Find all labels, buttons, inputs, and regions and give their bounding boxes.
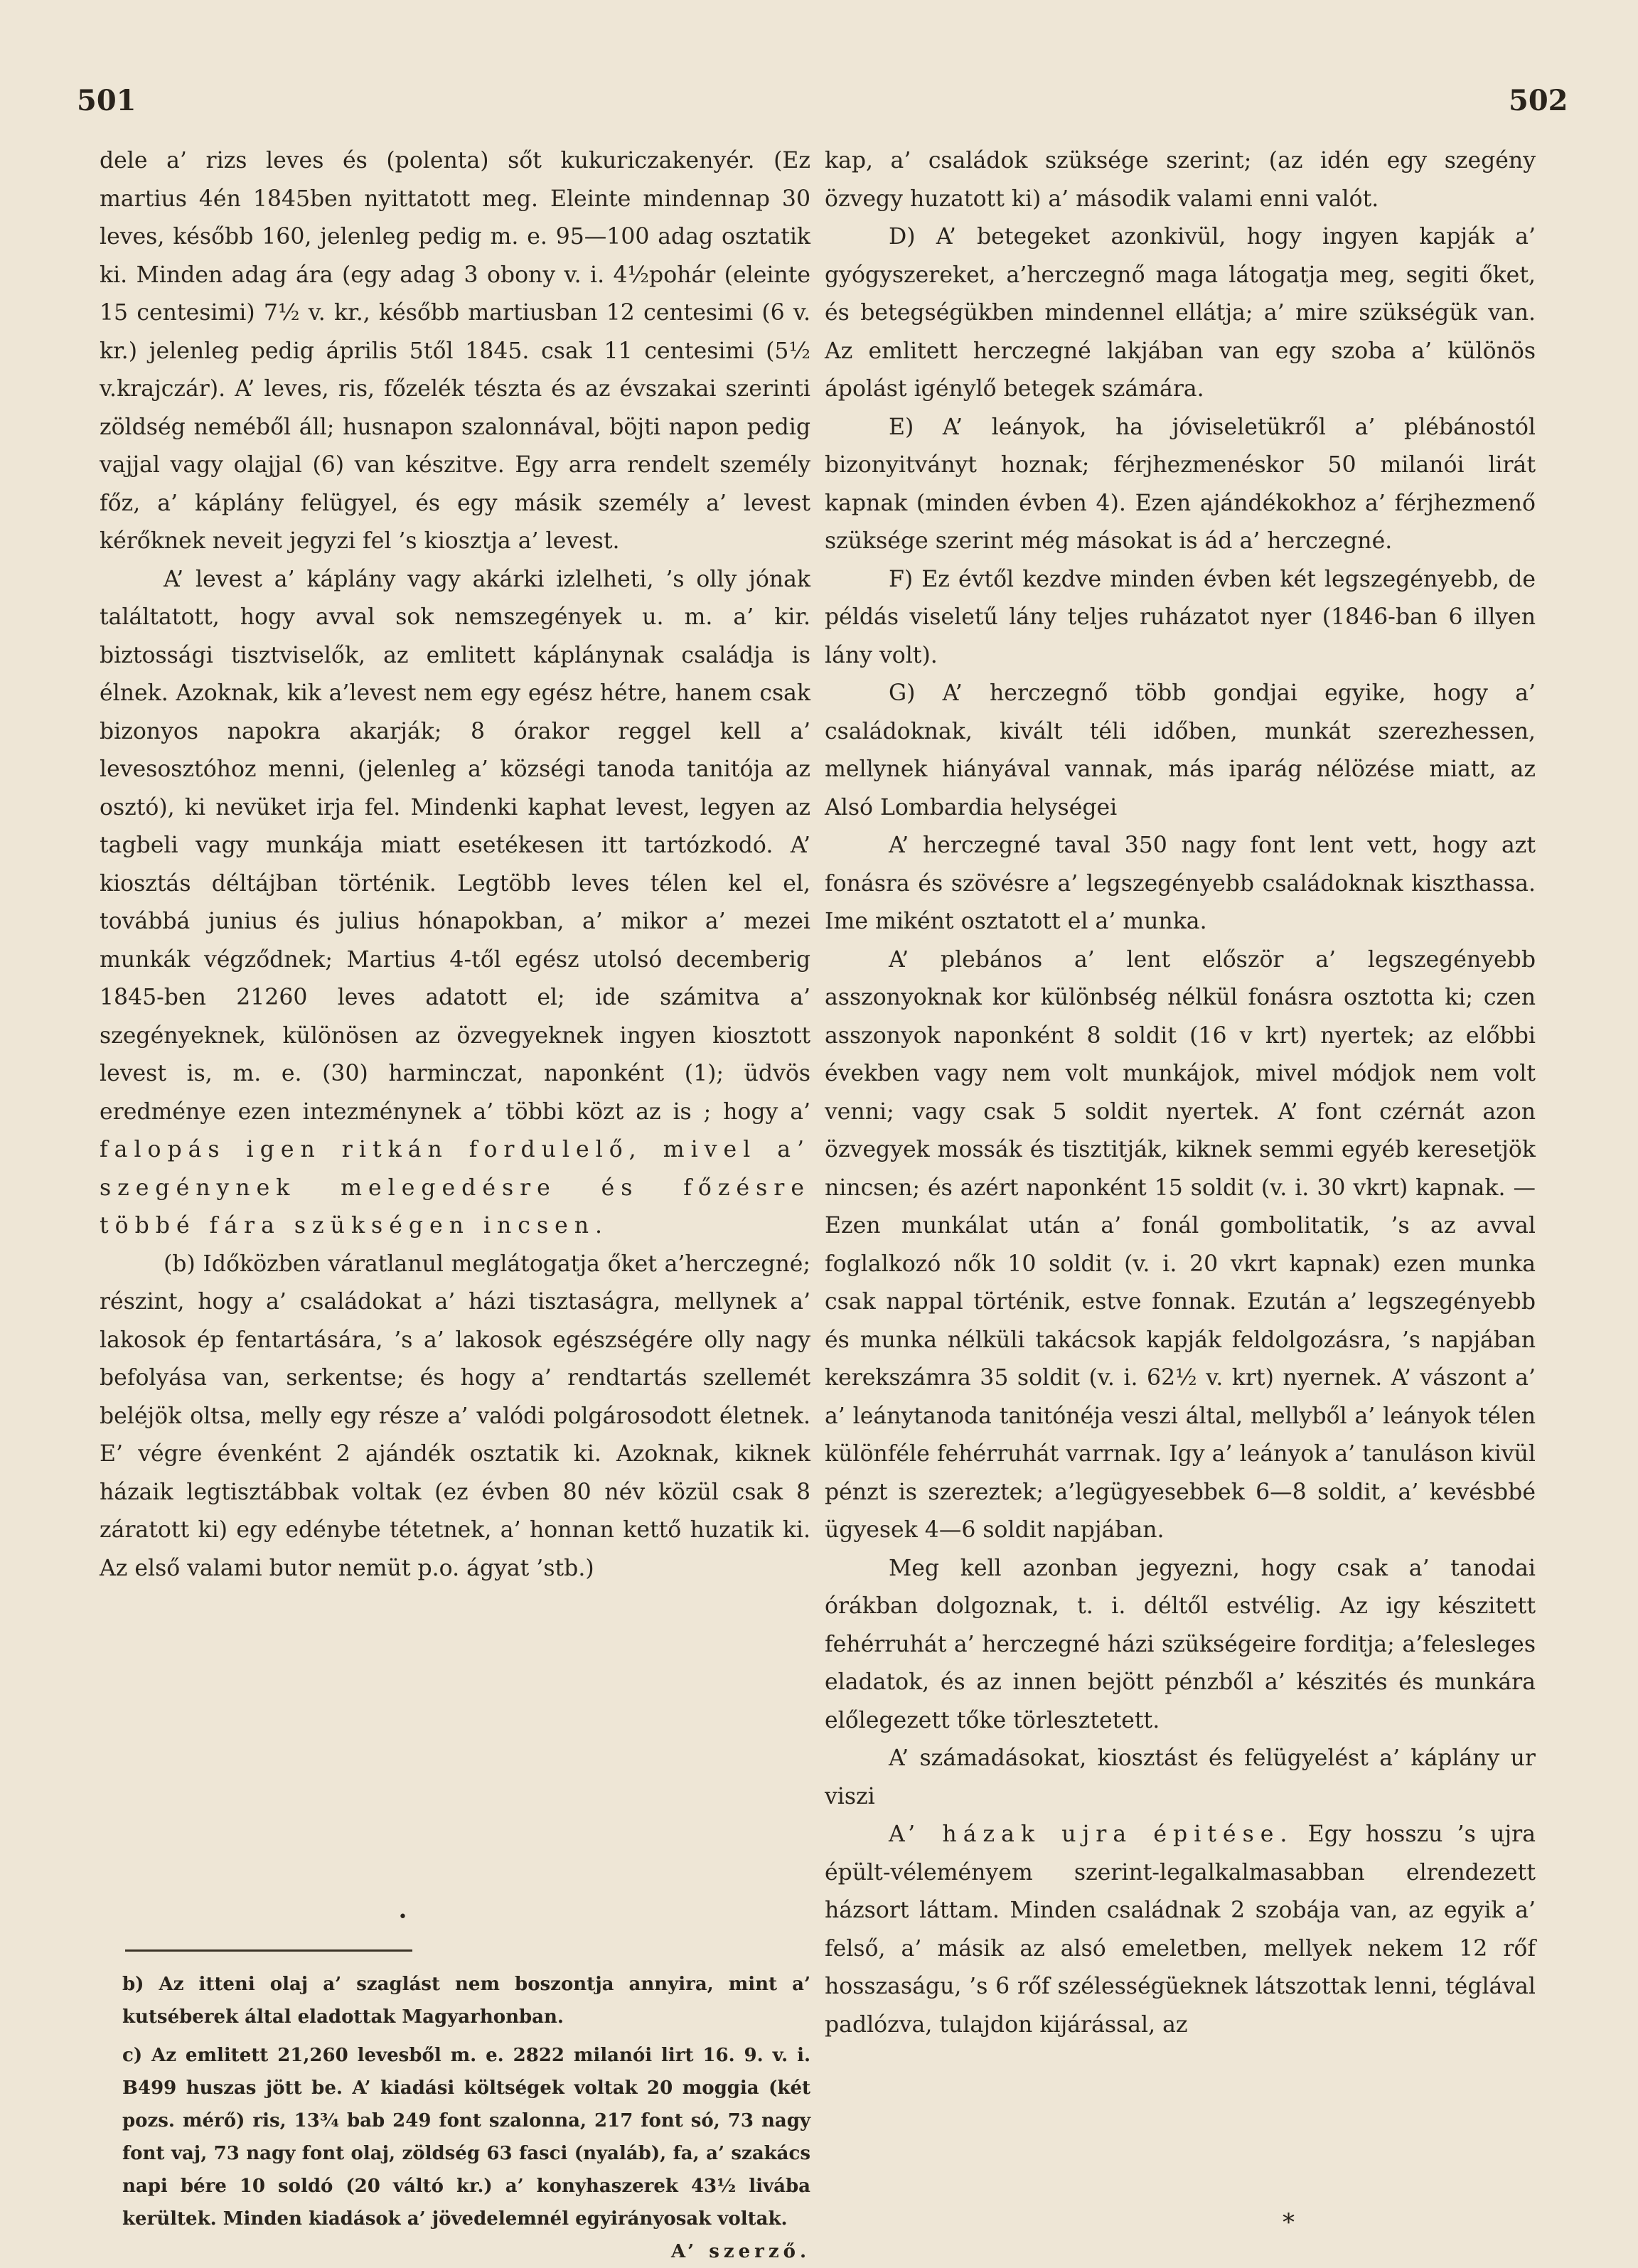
section-heading: A’ házak ujra épitése. (889, 1822, 1294, 1847)
footnote-c (122, 2039, 810, 2262)
paragraph (100, 561, 810, 1246)
paragraph: G) A’ herczegnő több gondjai egyike, hogy a’ családoknak, kivált téli időben, munkát szerezhessen, mellynek hiányával vannak, más iparág nélözése miatt, az Alsó Lombardia helységei (825, 680, 1536, 820)
footnote-b: b) Az itteni olaj a’ szaglást nem boszontja annyira, mint a’ kutséberek által eladottak Magyarhonban. (122, 1974, 810, 2028)
paragraph: E) A’ leányok, ha jóviseletükről a’ plébánostól bizonyitványt hoznak; férjhezmenéskor 50 milanói lirát kapnak (minden évben 4). Ezen ajándékokhoz a’ férjhezmenő szüksége szerint még másokat is ád a’ herczegné. (825, 414, 1536, 554)
page-number-right: 502 (1509, 84, 1568, 117)
paragraph: (b) Időközben váratlanul meglátogatja őket a’herczegné; részint, hogy a’ családokat a’ házi tisztaságra, mellynek a’ lakosok ép fentartására, ’s a’ lakosok egészségére olly nagy befolyása van, serkentse; és hogy a’ rendtartás szellemét beléjök oltsa, melly egy része a’ valódi polgárosodott életnek. E’ végre évenként 2 ajándék osztatik ki. Azoknak, kiknek házaik legtisztábbak voltak (ez évben 80 név közül csak 8 záratott ki) egy edénybe tétetnek, a’ honnan kettő huzatik ki. Az első valami butor nemüt p.o. ágyat ’stb.) (100, 1251, 810, 1581)
paragraph (825, 1816, 1536, 2044)
paragraph-text: Egy hosszu ’s ujra épült-véleményem szerint-legalkalmasabban elrendezett házsort láttam. Minden családnak 2 szobája van, az egyik a’ felső, a’ másik az alsó emeletben, mellyek nekem 12 rőf hosszaságu, ’s 6 rőf szélességüeknek látszottak lenni, téglával padlózva, tulajdon kijárással, az (825, 1822, 1536, 2038)
left-column (100, 142, 810, 1588)
footnote-rule (125, 1949, 412, 1952)
paragraph: A’ plebános a’ lent először a’ legszegényebb asszonyoknak kor különbség nélkül fonásra osztotta ki; czen asszonyok naponként 8 soldit (16 v krt) nyertek; az előbbi években vagy nem volt munkájok, mivel módjok nem volt venni; vagy csak 5 soldit nyertek. A’ font czérnát azon özvegyek mossák és tisztitják, kiknek semmi egyéb keresetjök nincsen; és azért naponként 15 soldit (v. i. 30 vkrt) kapnak. — Ezen munkálat után a’ fonál gombolitatik, ’s az avval foglalkozó nők 10 soldit (v. i. 20 vkrt kapnak) ezen munka csak nappal történik, estve fonnak. Ezután a’ legszegényebb és munka nélküli takácsok kapják feldolgozásra, ’s napjában kerekszámra 35 soldit (v. i. 62½ v. krt) nyernek. A’ vászont a’ a’ leánytanoda tanitónéja veszi által, mellyből a’ leányok télen különféle fehérruhát varrnak. Igy a’ leányok a’ tanuláson kivül pénzt is szereztek; a’legügyesebbek 6—8 soldit, a’ kevésbbé ügyesek 4—6 soldit napjában. (825, 946, 1536, 1543)
footnotes (122, 1968, 810, 2268)
paragraph: D) A’ betegeket azonkivül, hogy ingyen kapják a’ gyógyszereket, a’herczegnő maga látogatja meg, segiti őket, és betegségükben mindennel ellátja; a’ mire szükségük van. Az emlitett herczegné lakjában van egy szoba a’ különös ápolást igénylő betegek számára. (825, 224, 1536, 402)
paragraph: kap, a’ családok szüksége szerint; (az idén egy szegény özvegy huzatott ki) a’ második valami enni valót. (825, 148, 1536, 212)
right-column (825, 142, 1536, 2044)
paragraph: A’ számadásokat, kiosztást és felügyelést a’ káplány ur viszi (825, 1745, 1536, 1809)
paragraph: A’ herczegné taval 350 nagy font lent vett, hogy azt fonásra és szövésre a’ legszegényebb családoknak kiszthassa. Ime miként osztatott el a’ munka. (825, 833, 1536, 934)
paragraph: F) Ez évtől kezdve minden évben két legszegényebb, de példás viseletű lány teljes ruházatot nyer (1846-ban 6 illyen lány volt). (825, 566, 1536, 668)
spaced-emphasis: falopás igen ritkán fordulelő, mivel a’ szegénynek melegedésre és főzésre többé fára szükségen incsen. (100, 1137, 810, 1239)
footnote-dot: • (398, 1908, 407, 1926)
paragraph-text: A’ levest a’ káplány vagy akárki izlelheti, ’s olly jónak találtatott, hogy avval sok nemszegények u. m. a’ kir. biztossági tisztviselők, az emlitett káplánynak családja is élnek. Azoknak, kik a’levest nem egy egész hétre, hanem csak bizonyos napokra akarják; 8 órakor reggel kell a’ levesosztóhoz menni, (jelenleg a’ községi tanoda tanitója az osztó), ki nevüket irja fel. Mindenki kaphat levest, legyen az tagbeli vagy munkája miatt esetékesen itt tartózkodó. A’ kiosztás déltájban történik. Legtöbb leves télen kel el, továbbá junius és julius hónapokban, a’ mikor a’ mezei munkák végződnek; Martius 4-től egész utolsó decemberig 1845-ben 21260 leves adatott el; ide számitva a’ szegényeknek, különösen az özvegyeknek ingyen kiosztott levest is, m. e. (30) harminczat, naponként (1); üdvös eredménye ezen intezménynek a’ többi közt az is ; hogy a’ (100, 566, 810, 1125)
paragraph: dele a’ rizs leves és (polenta) sőt kukuriczakenyér. (Ez martius 4én 1845ben nyittatott meg. Eleinte mindennap 30 leves, később 160, jelenleg pedig m. e. 95—100 adag osztatik ki. Minden adag ára (egy adag 3 obony v. i. 4½pohár (eleinte 15 centesimi) 7½ v. kr., később martiusban 12 centesimi (6 v. kr.) jelenleg pedig április 5től 1845. csak 11 centesimi (5½ v.krajczár). A’ leves, ris, főzelék tészta és az évszakai szerinti zöldség neméből áll; husnapon szalonnával, böjti napon pedig vajjal vagy olajjal (6) van készitve. Egy arra rendelt személy főz, a’ káplány felügyel, és egy másik személy a’ levest kérőknek neveit jegyzi fel ’s kiosztja a’ levest. (100, 148, 810, 554)
paragraph: Meg kell azonban jegyezni, hogy csak a’ tanodai órákban dolgoznak, t. i. déltől estvélig. Az igy készitett fehérruhát a’ herczegné házi szükségeire forditja; a’felesleges eladatok, és az innen bejött pénzből a’ készités és munkára előlegezett tőke törlesztetett. (825, 1555, 1536, 1733)
footnote-author: A’ szerző. (671, 2241, 810, 2262)
page-number-left: 501 (77, 84, 136, 117)
footnote-c-text: c) Az emlitett 21,260 levesből m. e. 2822 milanói lirt 16. 9. v. i. B499 huszas jött be. A’ kiadási költségek voltak 20 moggia (két pozs. mérő) ris, 13¾ bab 249 font szalonna, 217 font só, 73 nagy font vaj, 73 nagy font olaj, zöldség 63 fasci (nyaláb), fa, a’ szakács napi bére 10 soldó (20 váltó kr.) a’ konyhaszerek 43½ livába kerültek. Minden kiadások a’ jövedelemnél egyirányosak voltak. (122, 2045, 810, 2230)
signature-star: * (1283, 2208, 1295, 2237)
